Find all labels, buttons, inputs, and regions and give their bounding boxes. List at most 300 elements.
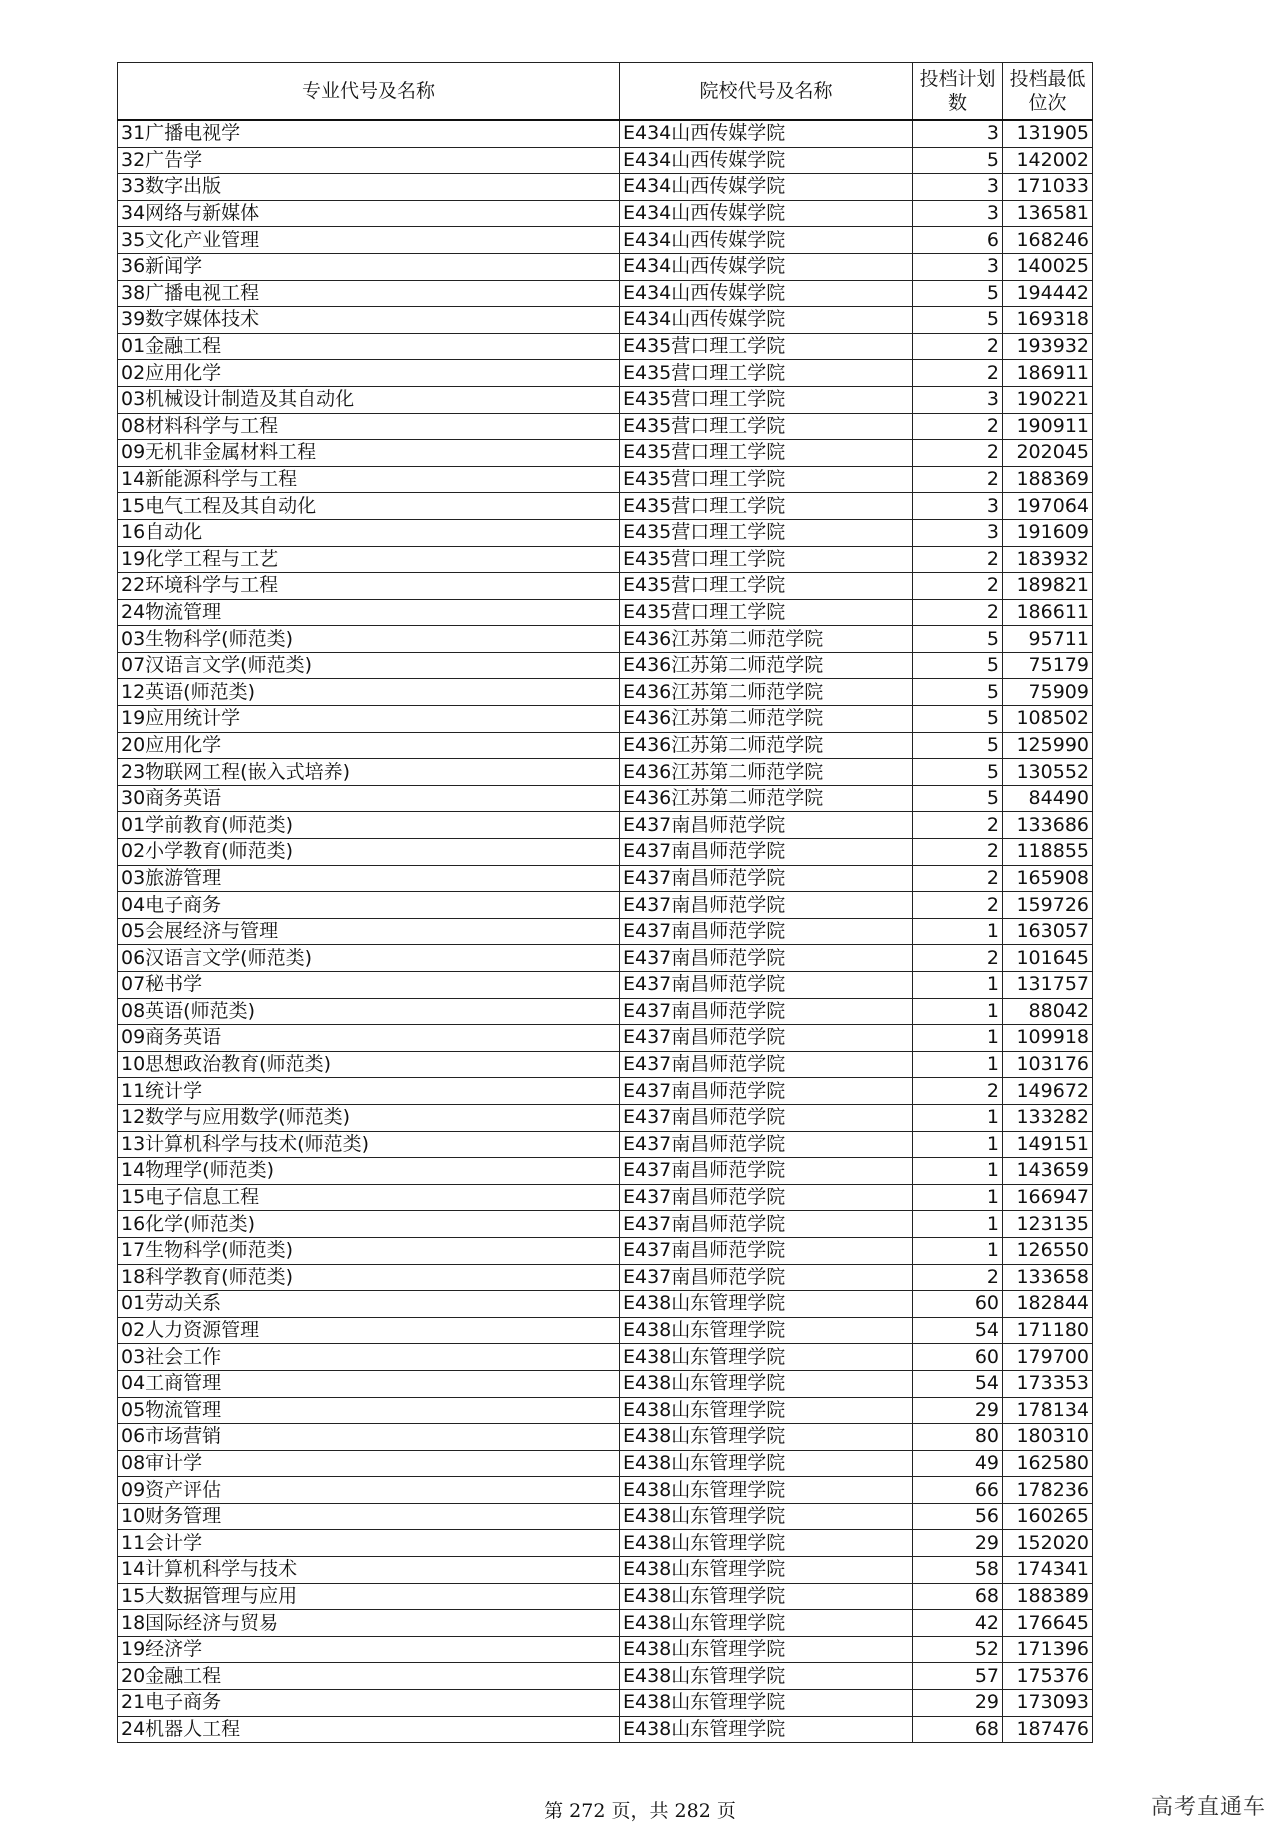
- cell-rank: 173353: [1003, 1370, 1093, 1397]
- table-row: [118, 174, 1093, 201]
- cell-plan: 58: [913, 1557, 1003, 1584]
- cell-plan: 5: [913, 732, 1003, 759]
- cell-major: 05物流管理: [118, 1397, 620, 1424]
- cell-school: E437南昌师范学院: [620, 1158, 913, 1185]
- cell-plan: 2: [913, 1264, 1003, 1291]
- cell-major: 15电子信息工程: [118, 1184, 620, 1211]
- cell-plan: 2: [913, 440, 1003, 467]
- cell-rank: 136581: [1003, 200, 1093, 227]
- cell-school: E434山西传媒学院: [620, 280, 913, 307]
- cell-rank: 152020: [1003, 1530, 1093, 1557]
- cell-plan: 1: [913, 972, 1003, 999]
- cell-rank: 197064: [1003, 493, 1093, 520]
- cell-plan: 60: [913, 1344, 1003, 1371]
- table-row: [118, 280, 1093, 307]
- table-row: [118, 493, 1093, 520]
- table-row: [118, 1663, 1093, 1690]
- table-body: [118, 120, 1093, 1743]
- cell-rank: 189821: [1003, 573, 1093, 600]
- cell-plan: 29: [913, 1530, 1003, 1557]
- cell-rank: 168246: [1003, 227, 1093, 254]
- table-row: [118, 1051, 1093, 1078]
- cell-rank: 88042: [1003, 998, 1093, 1025]
- cell-rank: 188389: [1003, 1583, 1093, 1610]
- cell-major: 11统计学: [118, 1078, 620, 1105]
- cell-rank: 75179: [1003, 652, 1093, 679]
- table-row: [118, 360, 1093, 387]
- table-row: [118, 519, 1093, 546]
- cell-major: 32广告学: [118, 147, 620, 174]
- cell-school: E438山东管理学院: [620, 1530, 913, 1557]
- table-row: [118, 546, 1093, 573]
- table-row: [118, 120, 1093, 147]
- cell-plan: 5: [913, 280, 1003, 307]
- cell-rank: 101645: [1003, 945, 1093, 972]
- cell-school: E438山东管理学院: [620, 1690, 913, 1717]
- cell-school: E438山东管理学院: [620, 1370, 913, 1397]
- cell-rank: 84490: [1003, 785, 1093, 812]
- table-row: [118, 1158, 1093, 1185]
- table-row: [118, 865, 1093, 892]
- cell-school: E435营口理工学院: [620, 333, 913, 360]
- cell-rank: 142002: [1003, 147, 1093, 174]
- cell-plan: 2: [913, 865, 1003, 892]
- cell-rank: 186611: [1003, 599, 1093, 626]
- cell-rank: 125990: [1003, 732, 1093, 759]
- cell-school: E438山东管理学院: [620, 1344, 913, 1371]
- cell-major: 21电子商务: [118, 1690, 620, 1717]
- cell-major: 01金融工程: [118, 333, 620, 360]
- table-row: [118, 1184, 1093, 1211]
- cell-school: E438山东管理学院: [620, 1716, 913, 1743]
- cell-major: 08材料科学与工程: [118, 413, 620, 440]
- cell-rank: 166947: [1003, 1184, 1093, 1211]
- cell-plan: 2: [913, 892, 1003, 919]
- cell-rank: 118855: [1003, 839, 1093, 866]
- table-row: [118, 945, 1093, 972]
- cell-school: E435营口理工学院: [620, 440, 913, 467]
- cell-major: 18科学教育(师范类): [118, 1264, 620, 1291]
- cell-plan: 5: [913, 626, 1003, 653]
- cell-school: E437南昌师范学院: [620, 1264, 913, 1291]
- cell-plan: 56: [913, 1503, 1003, 1530]
- cell-rank: 171033: [1003, 174, 1093, 201]
- cell-school: E437南昌师范学院: [620, 1211, 913, 1238]
- cell-school: E437南昌师范学院: [620, 1184, 913, 1211]
- cell-school: E437南昌师范学院: [620, 892, 913, 919]
- cell-rank: 173093: [1003, 1690, 1093, 1717]
- cell-school: E437南昌师范学院: [620, 1131, 913, 1158]
- cell-plan: 2: [913, 1078, 1003, 1105]
- cell-school: E434山西传媒学院: [620, 120, 913, 147]
- cell-plan: 57: [913, 1663, 1003, 1690]
- cell-school: E436江苏第二师范学院: [620, 785, 913, 812]
- cell-rank: 176645: [1003, 1610, 1093, 1637]
- cell-major: 07秘书学: [118, 972, 620, 999]
- cell-rank: 174341: [1003, 1557, 1093, 1584]
- table-row: [118, 1716, 1093, 1743]
- cell-major: 10财务管理: [118, 1503, 620, 1530]
- cell-major: 14计算机科学与技术: [118, 1557, 620, 1584]
- cell-rank: 140025: [1003, 253, 1093, 280]
- cell-major: 14物理学(师范类): [118, 1158, 620, 1185]
- table-row: [118, 1078, 1093, 1105]
- cell-plan: 3: [913, 519, 1003, 546]
- table-row: [118, 1104, 1093, 1131]
- cell-school: E437南昌师范学院: [620, 839, 913, 866]
- cell-plan: 5: [913, 706, 1003, 733]
- table-row: [118, 998, 1093, 1025]
- cell-major: 19经济学: [118, 1636, 620, 1663]
- cell-rank: 108502: [1003, 706, 1093, 733]
- cell-plan: 2: [913, 839, 1003, 866]
- table-row: [118, 1424, 1093, 1451]
- cell-major: 30商务英语: [118, 785, 620, 812]
- cell-rank: 103176: [1003, 1051, 1093, 1078]
- cell-rank: 183932: [1003, 546, 1093, 573]
- table-row: [118, 1370, 1093, 1397]
- cell-major: 11会计学: [118, 1530, 620, 1557]
- cell-rank: 95711: [1003, 626, 1093, 653]
- cell-major: 16化学(师范类): [118, 1211, 620, 1238]
- table-row: [118, 839, 1093, 866]
- cell-major: 13计算机科学与技术(师范类): [118, 1131, 620, 1158]
- cell-plan: 80: [913, 1424, 1003, 1451]
- cell-major: 22环境科学与工程: [118, 573, 620, 600]
- cell-school: E438山东管理学院: [620, 1557, 913, 1584]
- header-rank: 投档最低位次: [1003, 63, 1093, 121]
- cell-major: 15电气工程及其自动化: [118, 493, 620, 520]
- cell-school: E434山西传媒学院: [620, 227, 913, 254]
- cell-school: E437南昌师范学院: [620, 972, 913, 999]
- cell-school: E435营口理工学院: [620, 360, 913, 387]
- cell-plan: 3: [913, 120, 1003, 147]
- cell-major: 12英语(师范类): [118, 679, 620, 706]
- cell-rank: 123135: [1003, 1211, 1093, 1238]
- cell-school: E438山东管理学院: [620, 1663, 913, 1690]
- cell-major: 36新闻学: [118, 253, 620, 280]
- cell-major: 23物联网工程(嵌入式培养): [118, 759, 620, 786]
- cell-rank: 178134: [1003, 1397, 1093, 1424]
- cell-plan: 68: [913, 1583, 1003, 1610]
- cell-rank: 162580: [1003, 1450, 1093, 1477]
- admission-table: [117, 62, 1093, 1743]
- table-row: [118, 1025, 1093, 1052]
- header-school: 院校代号及名称: [620, 63, 913, 121]
- table-row: [118, 1450, 1093, 1477]
- header-major: 专业代号及名称: [118, 63, 620, 121]
- table-row: [118, 706, 1093, 733]
- cell-school: E437南昌师范学院: [620, 945, 913, 972]
- table-row: [118, 785, 1093, 812]
- cell-rank: 187476: [1003, 1716, 1093, 1743]
- cell-school: E434山西传媒学院: [620, 147, 913, 174]
- cell-major: 05会展经济与管理: [118, 918, 620, 945]
- cell-major: 33数字出版: [118, 174, 620, 201]
- table-row: [118, 1477, 1093, 1504]
- cell-school: E437南昌师范学院: [620, 998, 913, 1025]
- watermark: 高考直通车: [1150, 1795, 1266, 1820]
- table-row: [118, 1557, 1093, 1584]
- cell-rank: 131905: [1003, 120, 1093, 147]
- table-row: [118, 1503, 1093, 1530]
- cell-school: E436江苏第二师范学院: [620, 626, 913, 653]
- cell-school: E436江苏第二师范学院: [620, 732, 913, 759]
- cell-school: E436江苏第二师范学院: [620, 706, 913, 733]
- cell-plan: 3: [913, 386, 1003, 413]
- cell-rank: 109918: [1003, 1025, 1093, 1052]
- cell-major: 03社会工作: [118, 1344, 620, 1371]
- cell-plan: 1: [913, 1104, 1003, 1131]
- cell-plan: 42: [913, 1610, 1003, 1637]
- cell-major: 06市场营销: [118, 1424, 620, 1451]
- table-row: [118, 147, 1093, 174]
- table-row: [118, 679, 1093, 706]
- cell-plan: 1: [913, 998, 1003, 1025]
- table-row: [118, 1397, 1093, 1424]
- cell-plan: 5: [913, 679, 1003, 706]
- cell-school: E437南昌师范学院: [620, 1078, 913, 1105]
- cell-major: 24物流管理: [118, 599, 620, 626]
- table-row: [118, 892, 1093, 919]
- cell-plan: 2: [913, 573, 1003, 600]
- table-row: [118, 599, 1093, 626]
- cell-plan: 1: [913, 918, 1003, 945]
- table-row: [118, 1291, 1093, 1318]
- cell-plan: 49: [913, 1450, 1003, 1477]
- table-row: [118, 307, 1093, 334]
- table-row: [118, 253, 1093, 280]
- cell-rank: 133658: [1003, 1264, 1093, 1291]
- table-row: [118, 386, 1093, 413]
- cell-rank: 190911: [1003, 413, 1093, 440]
- cell-school: E435营口理工学院: [620, 573, 913, 600]
- cell-major: 01学前教育(师范类): [118, 812, 620, 839]
- cell-school: E438山东管理学院: [620, 1583, 913, 1610]
- cell-major: 18国际经济与贸易: [118, 1610, 620, 1637]
- cell-school: E434山西传媒学院: [620, 174, 913, 201]
- cell-school: E438山东管理学院: [620, 1397, 913, 1424]
- cell-major: 03机械设计制造及其自动化: [118, 386, 620, 413]
- cell-school: E438山东管理学院: [620, 1317, 913, 1344]
- page-number: 第 272 页，共 282 页: [544, 1800, 736, 1822]
- cell-school: E435营口理工学院: [620, 519, 913, 546]
- table-row: [118, 1583, 1093, 1610]
- cell-plan: 2: [913, 546, 1003, 573]
- cell-plan: 68: [913, 1716, 1003, 1743]
- cell-major: 06汉语言文学(师范类): [118, 945, 620, 972]
- cell-school: E437南昌师范学院: [620, 1104, 913, 1131]
- cell-school: E438山东管理学院: [620, 1424, 913, 1451]
- cell-major: 31广播电视学: [118, 120, 620, 147]
- cell-plan: 3: [913, 253, 1003, 280]
- cell-rank: 160265: [1003, 1503, 1093, 1530]
- cell-plan: 1: [913, 1158, 1003, 1185]
- cell-major: 24机器人工程: [118, 1716, 620, 1743]
- cell-rank: 188369: [1003, 466, 1093, 493]
- table-row: [118, 1690, 1093, 1717]
- cell-major: 09无机非金属材料工程: [118, 440, 620, 467]
- cell-rank: 180310: [1003, 1424, 1093, 1451]
- cell-school: E436江苏第二师范学院: [620, 652, 913, 679]
- cell-major: 20应用化学: [118, 732, 620, 759]
- cell-rank: 182844: [1003, 1291, 1093, 1318]
- table-row: [118, 1237, 1093, 1264]
- cell-major: 34网络与新媒体: [118, 200, 620, 227]
- table-row: [118, 972, 1093, 999]
- cell-rank: 171396: [1003, 1636, 1093, 1663]
- cell-major: 19应用统计学: [118, 706, 620, 733]
- cell-plan: 1: [913, 1025, 1003, 1052]
- cell-plan: 3: [913, 200, 1003, 227]
- cell-major: 08审计学: [118, 1450, 620, 1477]
- cell-major: 12数学与应用数学(师范类): [118, 1104, 620, 1131]
- cell-major: 38广播电视工程: [118, 280, 620, 307]
- cell-major: 03生物科学(师范类): [118, 626, 620, 653]
- cell-plan: 66: [913, 1477, 1003, 1504]
- cell-plan: 6: [913, 227, 1003, 254]
- cell-rank: 143659: [1003, 1158, 1093, 1185]
- cell-rank: 149151: [1003, 1131, 1093, 1158]
- cell-school: E435营口理工学院: [620, 546, 913, 573]
- table-row: [118, 626, 1093, 653]
- table-row: [118, 1344, 1093, 1371]
- cell-plan: 52: [913, 1636, 1003, 1663]
- table-row: [118, 333, 1093, 360]
- table-row: [118, 1317, 1093, 1344]
- cell-plan: 5: [913, 785, 1003, 812]
- cell-school: E437南昌师范学院: [620, 918, 913, 945]
- table-row: [118, 759, 1093, 786]
- cell-major: 39数字媒体技术: [118, 307, 620, 334]
- cell-school: E435营口理工学院: [620, 599, 913, 626]
- cell-major: 17生物科学(师范类): [118, 1237, 620, 1264]
- table-row: [118, 652, 1093, 679]
- cell-school: E435营口理工学院: [620, 493, 913, 520]
- cell-major: 03旅游管理: [118, 865, 620, 892]
- cell-school: E438山东管理学院: [620, 1610, 913, 1637]
- cell-school: E438山东管理学院: [620, 1636, 913, 1663]
- cell-school: E438山东管理学院: [620, 1477, 913, 1504]
- cell-rank: 163057: [1003, 918, 1093, 945]
- cell-plan: 5: [913, 307, 1003, 334]
- table-row: [118, 1636, 1093, 1663]
- cell-rank: 186911: [1003, 360, 1093, 387]
- table-row: [118, 1264, 1093, 1291]
- table-row: [118, 1530, 1093, 1557]
- cell-major: 04工商管理: [118, 1370, 620, 1397]
- cell-school: E435营口理工学院: [620, 413, 913, 440]
- cell-rank: 149672: [1003, 1078, 1093, 1105]
- cell-plan: 2: [913, 812, 1003, 839]
- cell-plan: 29: [913, 1397, 1003, 1424]
- cell-plan: 54: [913, 1317, 1003, 1344]
- cell-school: E438山东管理学院: [620, 1503, 913, 1530]
- cell-rank: 133282: [1003, 1104, 1093, 1131]
- cell-plan: 2: [913, 466, 1003, 493]
- cell-rank: 126550: [1003, 1237, 1093, 1264]
- cell-rank: 194442: [1003, 280, 1093, 307]
- cell-school: E437南昌师范学院: [620, 812, 913, 839]
- cell-rank: 169318: [1003, 307, 1093, 334]
- cell-school: E436江苏第二师范学院: [620, 679, 913, 706]
- cell-plan: 1: [913, 1131, 1003, 1158]
- table-row: [118, 440, 1093, 467]
- cell-school: E434山西传媒学院: [620, 253, 913, 280]
- cell-plan: 2: [913, 360, 1003, 387]
- cell-rank: 191609: [1003, 519, 1093, 546]
- table-row: [118, 732, 1093, 759]
- cell-plan: 1: [913, 1184, 1003, 1211]
- cell-major: 02应用化学: [118, 360, 620, 387]
- table-row: [118, 200, 1093, 227]
- cell-plan: 2: [913, 333, 1003, 360]
- table-row: [118, 1131, 1093, 1158]
- cell-plan: 2: [913, 599, 1003, 626]
- table-row: [118, 1211, 1093, 1238]
- cell-major: 16自动化: [118, 519, 620, 546]
- cell-major: 14新能源科学与工程: [118, 466, 620, 493]
- cell-school: E436江苏第二师范学院: [620, 759, 913, 786]
- cell-school: E437南昌师范学院: [620, 865, 913, 892]
- table-row: [118, 573, 1093, 600]
- cell-school: E438山东管理学院: [620, 1450, 913, 1477]
- header-plan: 投档计划数: [913, 63, 1003, 121]
- cell-rank: 165908: [1003, 865, 1093, 892]
- cell-major: 15大数据管理与应用: [118, 1583, 620, 1610]
- table-row: [118, 413, 1093, 440]
- cell-plan: 29: [913, 1690, 1003, 1717]
- cell-rank: 171180: [1003, 1317, 1093, 1344]
- cell-major: 19化学工程与工艺: [118, 546, 620, 573]
- cell-major: 35文化产业管理: [118, 227, 620, 254]
- cell-major: 10思想政治教育(师范类): [118, 1051, 620, 1078]
- cell-rank: 75909: [1003, 679, 1093, 706]
- cell-rank: 131757: [1003, 972, 1093, 999]
- cell-plan: 3: [913, 493, 1003, 520]
- cell-school: E434山西传媒学院: [620, 307, 913, 334]
- cell-major: 09商务英语: [118, 1025, 620, 1052]
- cell-plan: 5: [913, 759, 1003, 786]
- cell-major: 02小学教育(师范类): [118, 839, 620, 866]
- cell-plan: 5: [913, 652, 1003, 679]
- table-row: [118, 227, 1093, 254]
- cell-major: 04电子商务: [118, 892, 620, 919]
- cell-major: 20金融工程: [118, 1663, 620, 1690]
- cell-plan: 1: [913, 1051, 1003, 1078]
- cell-plan: 2: [913, 945, 1003, 972]
- cell-school: E437南昌师范学院: [620, 1051, 913, 1078]
- cell-plan: 1: [913, 1211, 1003, 1238]
- table-row: [118, 918, 1093, 945]
- table-row: [118, 1610, 1093, 1637]
- table-row: [118, 466, 1093, 493]
- cell-school: E437南昌师范学院: [620, 1025, 913, 1052]
- cell-rank: 175376: [1003, 1663, 1093, 1690]
- cell-plan: 1: [913, 1237, 1003, 1264]
- table-row: [118, 812, 1093, 839]
- cell-plan: 3: [913, 174, 1003, 201]
- cell-rank: 133686: [1003, 812, 1093, 839]
- cell-rank: 130552: [1003, 759, 1093, 786]
- cell-major: 02人力资源管理: [118, 1317, 620, 1344]
- cell-rank: 193932: [1003, 333, 1093, 360]
- table-header: [118, 63, 1093, 121]
- cell-plan: 5: [913, 147, 1003, 174]
- cell-plan: 60: [913, 1291, 1003, 1318]
- cell-plan: 2: [913, 413, 1003, 440]
- cell-school: E438山东管理学院: [620, 1291, 913, 1318]
